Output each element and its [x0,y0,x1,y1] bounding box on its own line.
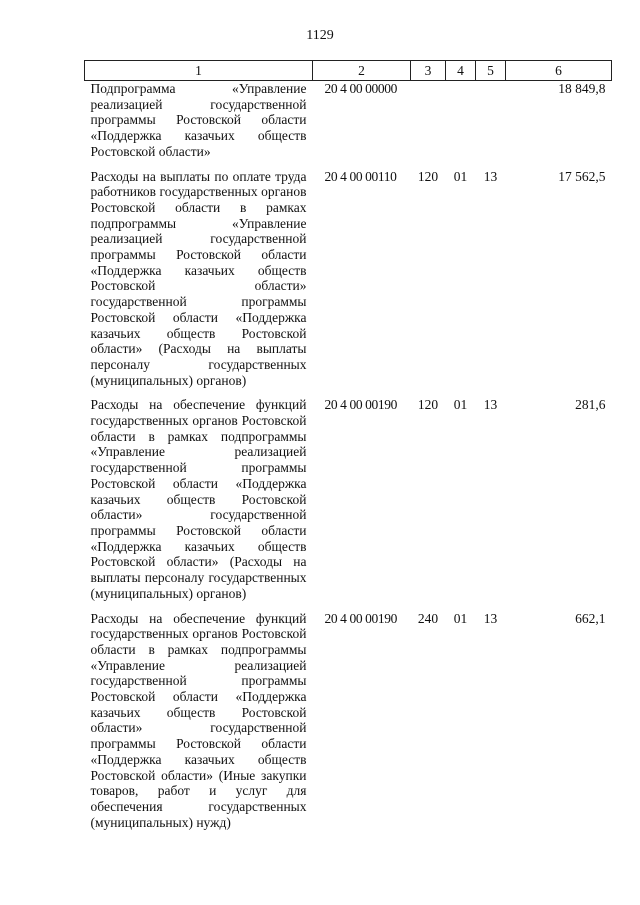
row-amount: 281,6 [575,397,606,413]
column-header-4: 4 [446,61,476,81]
column-header-3: 3 [411,61,446,81]
row-col5: 13 [483,397,498,413]
row-code: 20 4 00 00000 [324,81,397,96]
budget-table [84,60,612,839]
row-code: 20 4 00 00190 [324,397,397,413]
row-name: Расходы на обеспечение функций государственных органов Ростовской области в рамках подпрограммы «Управление реализацией государственной программы Ростовской области «Поддержка казачьих обществ Ростовской области» государственной программы Ростовской области «Поддержка казачьих обществ Ростовской области» (Иные закупки товаров, работ и услуг для обеспечения государственных (муниципальных) нужд) [90,610,307,830]
row-col5: 13 [483,610,498,626]
row-code: 20 4 00 00110 [324,168,397,184]
table-row [85,397,612,610]
column-header-6: 6 [506,61,612,81]
table-header-row [85,61,612,81]
row-col4 [446,81,476,169]
row-name: Расходы на выплаты по оплате труда работников государственных органов Ростовской области в рамках подпрограммы «Управление реализацией государственной программы Ростовской области «Поддержка казачьих обществ Ростовской области» государственной программы Ростовской области «Поддержка казачьих обществ Ростовской области» (Расходы на выплаты персоналу государственных (муниципальных) органов) [90,168,307,388]
column-header-5: 5 [476,61,506,81]
row-amount: 662,1 [575,610,606,626]
row-col4: 01 [453,610,468,626]
table-row [85,169,612,398]
column-header-2: 2 [313,61,411,81]
row-name: Расходы на обеспечение функций государственных органов Ростовской области в рамках подпрограммы «Управление реализацией государственной программы Ростовской области «Поддержка казачьих обществ Ростовской области» государственной программы Ростовской области «Поддержка казачьих обществ Ростовской области» (Расходы на выплаты персоналу государственных (муниципальных) органов) [90,397,307,601]
row-code: 20 4 00 00190 [324,610,397,626]
row-col3: 240 [417,610,439,626]
row-col3: 120 [417,397,439,413]
column-header-1: 1 [85,61,313,81]
row-amount: 18 849,8 [558,81,606,96]
row-col5: 13 [483,168,498,184]
row-col4: 01 [453,397,468,413]
page-number: 1129 [306,28,334,43]
row-col4: 01 [453,168,468,184]
row-col5 [476,81,506,169]
row-amount: 17 562,5 [558,168,606,184]
row-name: Подпрограмма «Управление реализацией государственной программы Ростовской области «Поддержка казачьих обществ Ростовской области» [90,81,307,159]
table-row [85,81,612,169]
row-col3 [411,81,446,169]
table-row [85,611,612,840]
row-col3: 120 [417,168,439,184]
